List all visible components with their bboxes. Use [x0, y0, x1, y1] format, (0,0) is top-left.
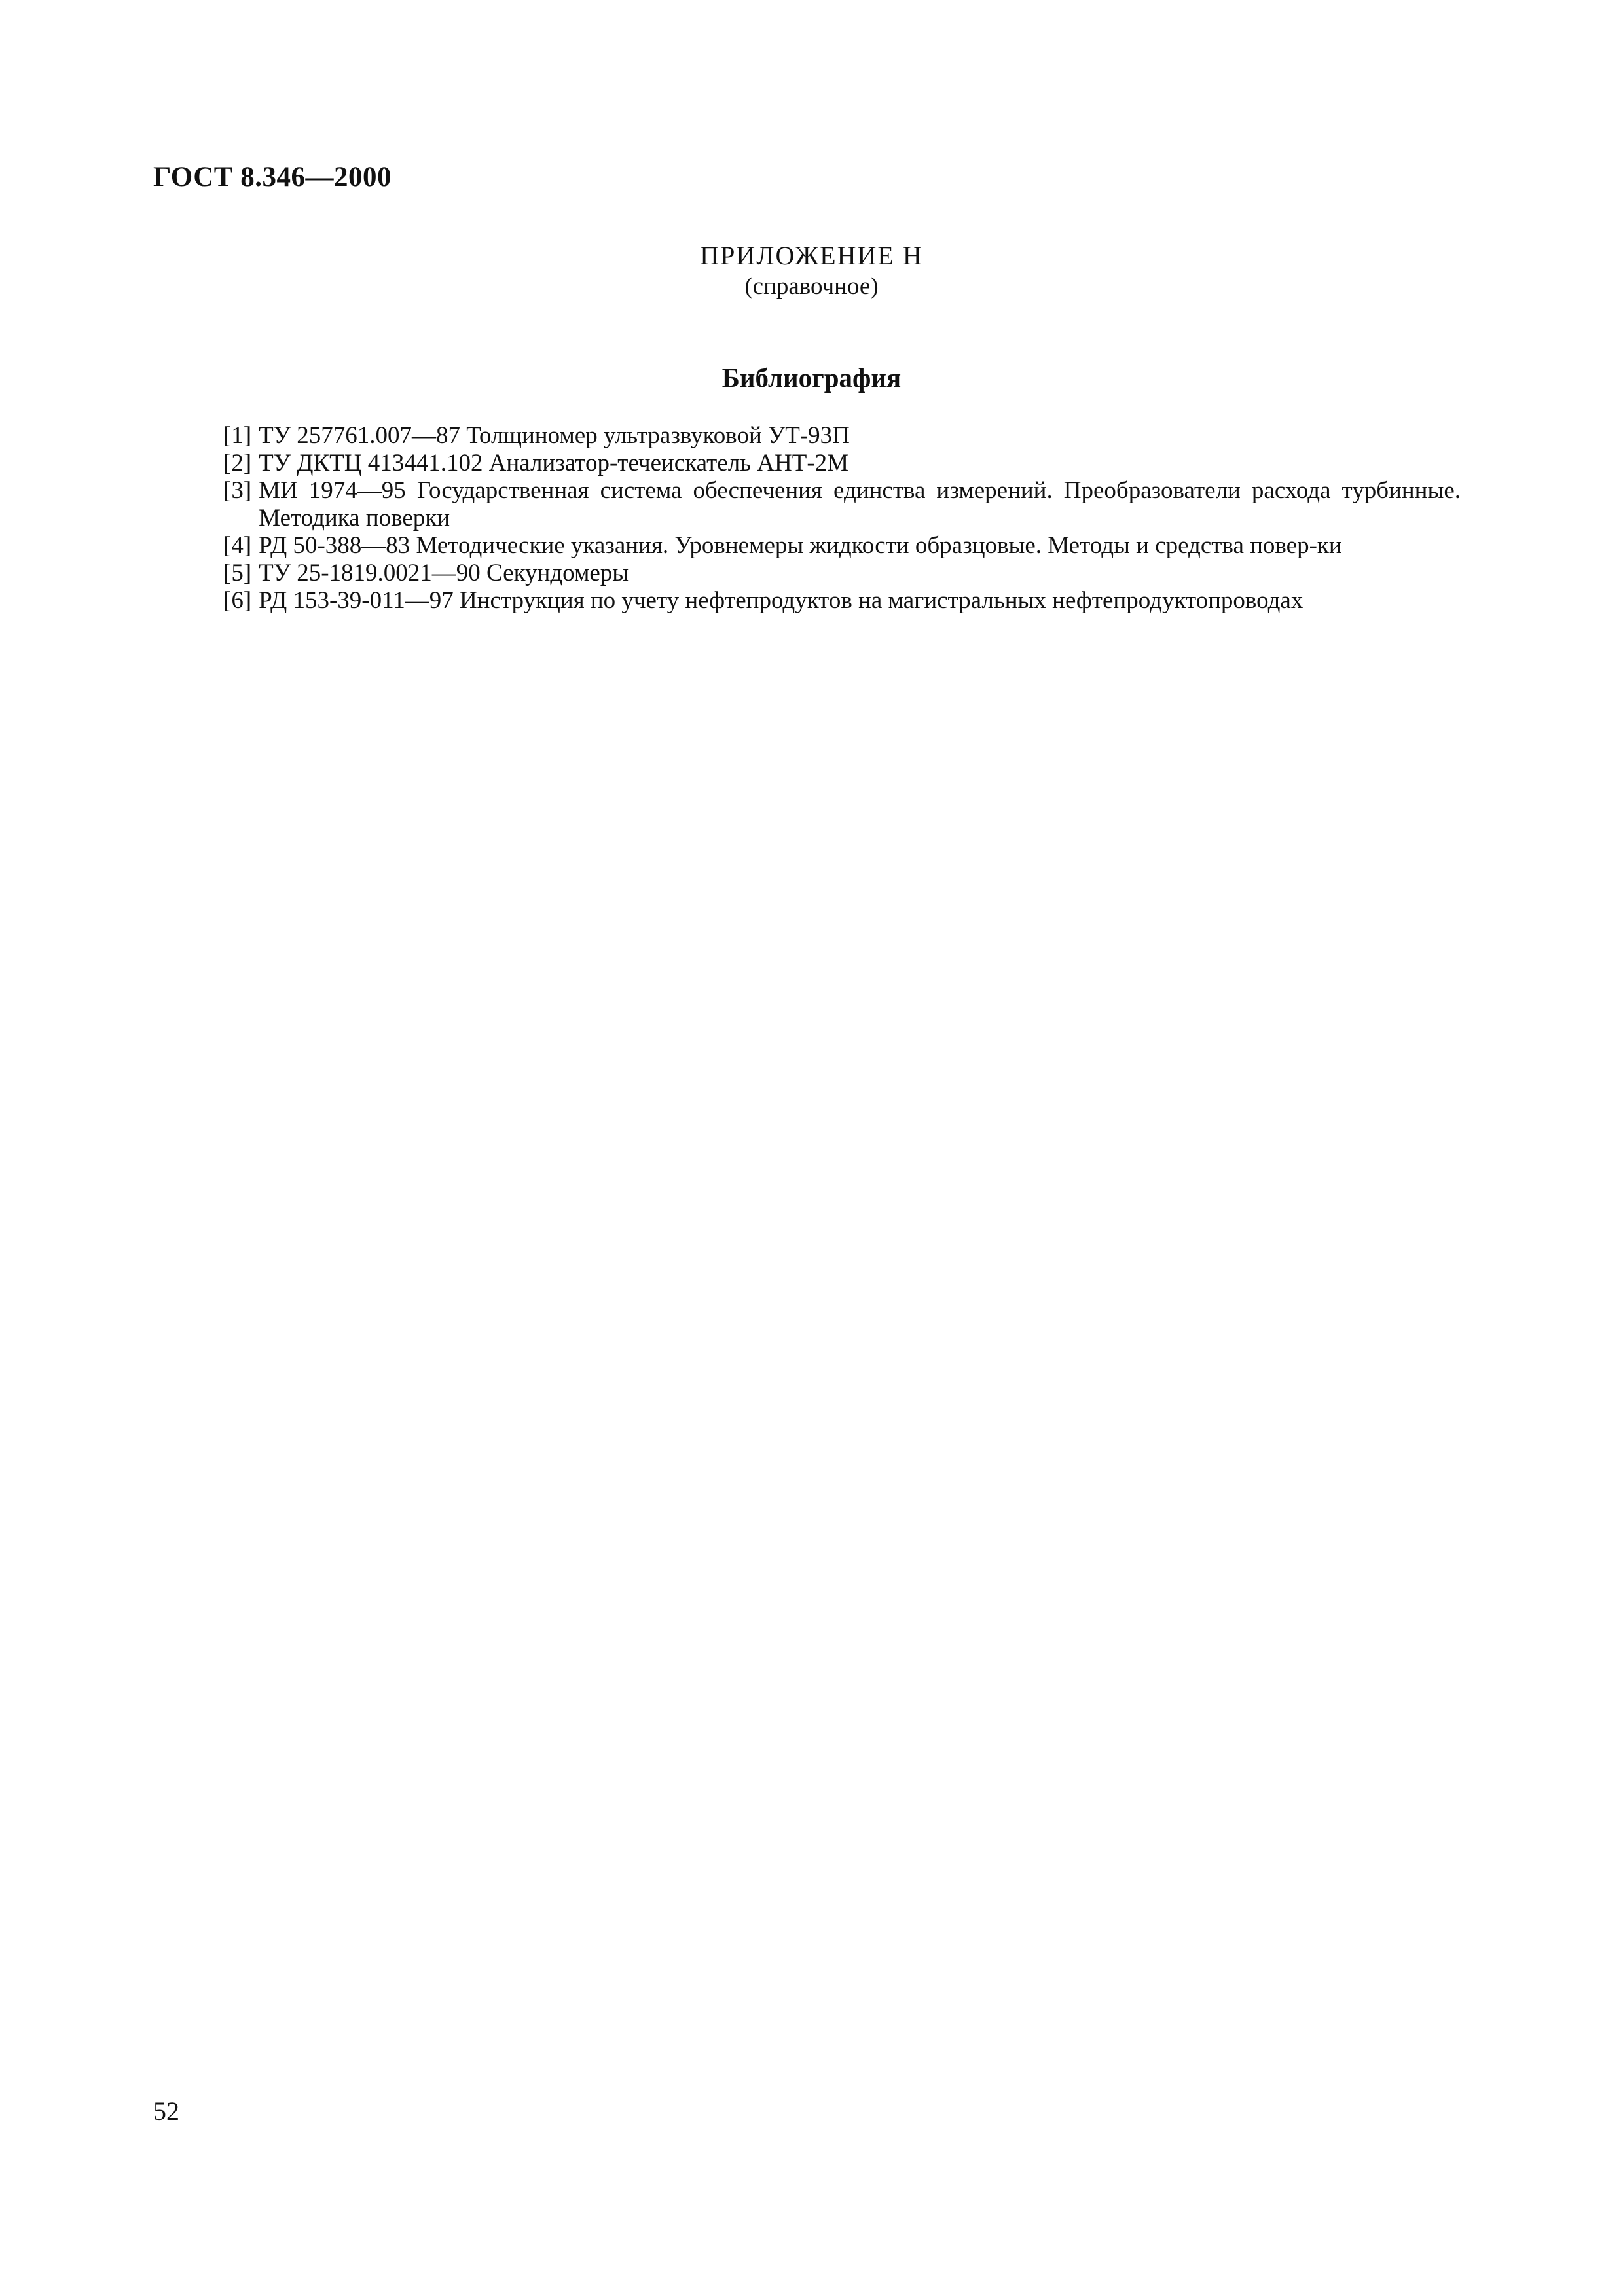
bibliography-text: РД 50-388—83 Методические указания. Уровнемеры жидкости образцовые. Методы и средства повер-ки — [259, 532, 1342, 559]
bibliography-text: МИ 1974—95 Государственная система обеспечения единства измерений. Преобразователи расхода турбинные. Методика поверки — [259, 477, 1461, 531]
bibliography-number: [4] — [223, 532, 252, 559]
bibliography-item — [223, 587, 1461, 615]
appendix-heading — [0, 240, 1623, 302]
bibliography-number: [5] — [223, 560, 252, 586]
bibliography-item — [223, 532, 1461, 560]
bibliography-list — [223, 422, 1461, 615]
bibliography-number: [2] — [223, 450, 252, 476]
page-number: 52 — [153, 2096, 179, 2126]
bibliography-text: ТУ 257761.007—87 Толщиномер ультразвуковой УТ-93П — [259, 422, 850, 449]
bibliography-item — [223, 422, 1461, 450]
appendix-note: (справочное) — [744, 273, 879, 300]
bibliography-number: [3] — [223, 477, 252, 504]
bibliography-item — [223, 450, 1461, 477]
bibliography-number: [1] — [223, 422, 252, 449]
bibliography-item — [223, 560, 1461, 587]
bibliography-text: ТУ 25-1819.0021—90 Секундомеры — [259, 560, 629, 586]
document-code: ГОСТ 8.346—2000 — [153, 162, 392, 192]
bibliography-text: ТУ ДКТЦ 413441.102 Анализатор-течеискатель АНТ-2М — [259, 450, 849, 476]
bibliography-text: РД 153-39-011—97 Инструкция по учету нефтепродуктов на магистральных нефтепродуктопроводах — [259, 587, 1304, 614]
bibliography-item — [223, 477, 1461, 532]
section-heading: Библиография — [721, 363, 902, 393]
bibliography-number: [6] — [223, 587, 252, 614]
appendix-title: ПРИЛОЖЕНИЕ Н — [700, 241, 923, 270]
